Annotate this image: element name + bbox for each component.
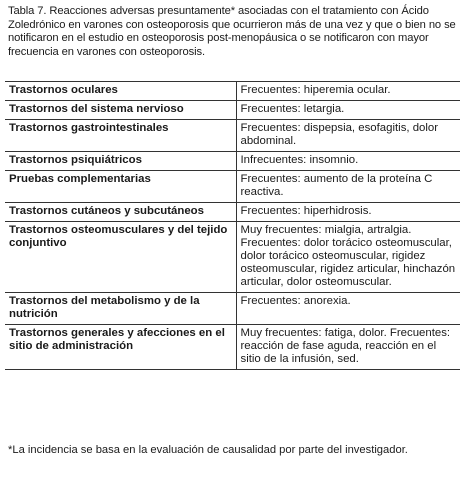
category-cell: Trastornos generales y afecciones en el sitio de administración (5, 325, 236, 370)
reactions-cell: Frecuentes: anorexia. (236, 293, 460, 325)
category-cell: Trastornos cutáneos y subcutáneos (5, 203, 236, 222)
category-cell: Trastornos gastrointestinales (5, 120, 236, 152)
reactions-cell: Frecuentes: dispepsia, esofagitis, dolor abdominal. (236, 120, 460, 152)
table-row (5, 293, 460, 325)
table-row (5, 82, 460, 101)
table-row (5, 101, 460, 120)
category-cell: Trastornos oculares (5, 82, 236, 101)
category-cell: Trastornos psiquiátricos (5, 152, 236, 171)
category-cell: Trastornos del sistema nervioso (5, 101, 236, 120)
reactions-cell: Frecuentes: letargia. (236, 101, 460, 120)
reactions-cell: Frecuentes: aumento de la proteína C reactiva. (236, 171, 460, 203)
table-row (5, 171, 460, 203)
reactions-cell: Frecuentes: hiperemia ocular. (236, 82, 460, 101)
reactions-cell: Infrecuentes: insomnio. (236, 152, 460, 171)
reactions-cell: Frecuentes: hiperhidrosis. (236, 203, 460, 222)
table-row (5, 222, 460, 293)
category-cell: Trastornos osteomusculares y del tejido conjuntivo (5, 222, 236, 293)
adverse-reactions-table (5, 81, 460, 370)
table-row (5, 120, 460, 152)
reactions-cell: Muy frecuentes: fatiga, dolor. Frecuentes: reacción de fase aguda, reacción en el sitio de la infusión, sed. (236, 325, 460, 370)
table-caption: Tabla 7. Reacciones adversas presuntamente* asociadas con el tratamiento con Ácido Zoledrónico en varones con osteoporosis que ocurrieron más de una vez y que o bien no se notificaron en el estudio en osteoporosis post-menopáusica o se notificaron con mayor frecuencia en varones con osteoporosis. (8, 5, 456, 58)
table-row (5, 203, 460, 222)
reactions-cell: Muy frecuentes: mialgia, artralgia. Frecuentes: dolor torácico osteomuscular, dolor torácico osteomuscular, rigidez osteomuscular, rigidez articular, hinchazón articular, dolor osteomuscular. (236, 222, 460, 293)
category-cell: Trastornos del metabolismo y de la nutrición (5, 293, 236, 325)
table-row (5, 325, 460, 370)
table-row (5, 152, 460, 171)
table-footnote: *La incidencia se basa en la evaluación de causalidad por parte del investigador. (8, 444, 408, 456)
category-cell: Pruebas complementarias (5, 171, 236, 203)
